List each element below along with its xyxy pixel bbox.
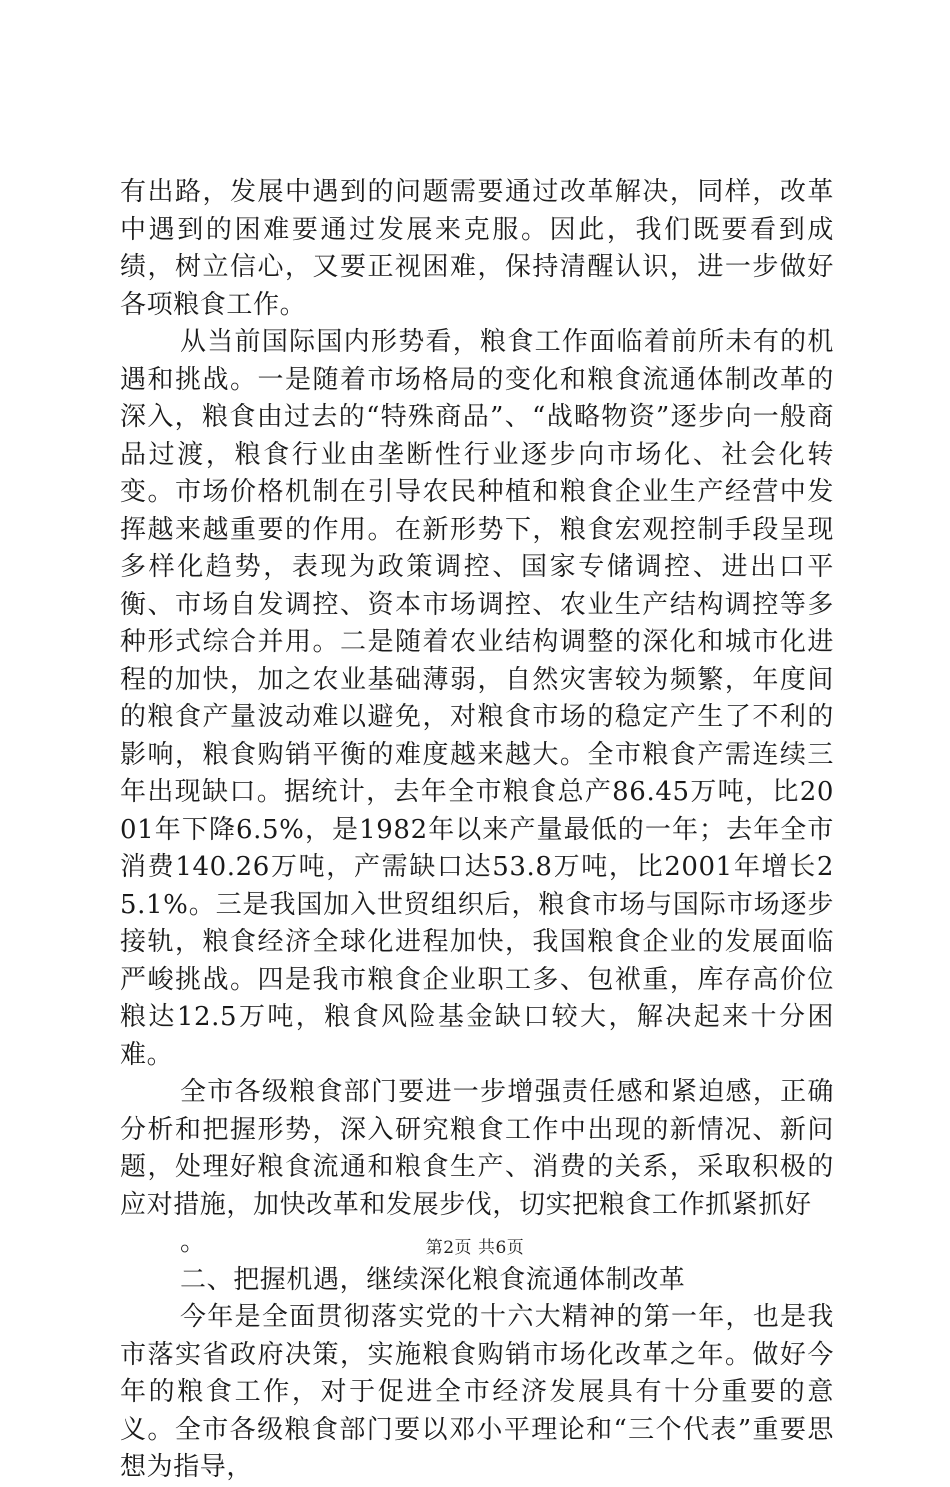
page-footer: 第2页 共6页 bbox=[425, 1238, 525, 1258]
document-body bbox=[120, 174, 834, 1487]
paragraph-responsibility: 全市各级粮食部门要进一步增强责任感和紧迫感，正确分析和把握形势，深入研究粮食工作中出现的新情况、新问题，处理好粮食流通和粮食生产、消费的关系，采取积极的应对措施，加快改革和发展步伐，切实把粮食工作抓紧抓好 bbox=[120, 1077, 834, 1220]
paragraph-reform: 今年是全面贯彻落实党的十六大精神的第一年，也是我市落实省政府决策，实施粮食购销市场化改革之年。做好今年的粮食工作，对于促进全市经济发展具有十分重要的意义。全市各级粮食部门要以邓小平理论和“三个代表”重要思想为指导， bbox=[120, 1302, 834, 1482]
paragraph-situation-analysis: 从当前国际国内形势看，粮食工作面临着前所未有的机遇和挑战。一是随着市场格局的变化和粮食流通体制改革的深入，粮食由过去的“特殊商品”、“战略物资”逐步向一般商品过渡，粮食行业由垄断性行业逐步向市场化、社会化转变。市场价格机制在引导农民种植和粮食企业生产经营中发挥越来越重要的作用。在新形势下，粮食宏观控制手段呈现多样化趋势，表现为政策调控、国家专储调控、进出口平衡、市场自发调控、资本市场调控、农业生产结构调控等多种形式综合并用。二是随着农业结构调整的深化和城市化进程的加快，加之农业基础薄弱，自然灾害较为频繁，年度间的粮食产量波动难以避免，对粮食市场的稳定产生了不利的影响，粮食购销平衡的难度越来越大。全市粮食产需连续三年出现缺口。据统计，去年全市粮食总产86.45万吨，比2001年下降6.5%，是1982年以来产量最低的一年；去年全市消费140.26万吨，产需缺口达53.8万吨，比2001年增长25.1%。三是我国加入世贸组织后，粮食市场与国际市场逐步接轨，粮食经济全球化进程加快，我国粮食企业的发展面临严峻挑战。四是我市粮食企业职工多、包袱重，库存高价位粮达12.5万吨，粮食风险基金缺口较大，解决起来十分困难。 bbox=[120, 327, 834, 1070]
paragraph-period-mark: 。 bbox=[180, 1227, 207, 1257]
paragraph-continuation: 有出路，发展中遇到的问题需要通过改革解决，同样，改革中遇到的困难要通过发展来克服。因此，我们既要看到成绩，树立信心，又要正视困难，保持清醒认识，进一步做好各项粮食工作。 bbox=[120, 177, 834, 320]
section-heading: 二、把握机遇，继续深化粮食流通体制改革 bbox=[180, 1264, 686, 1295]
